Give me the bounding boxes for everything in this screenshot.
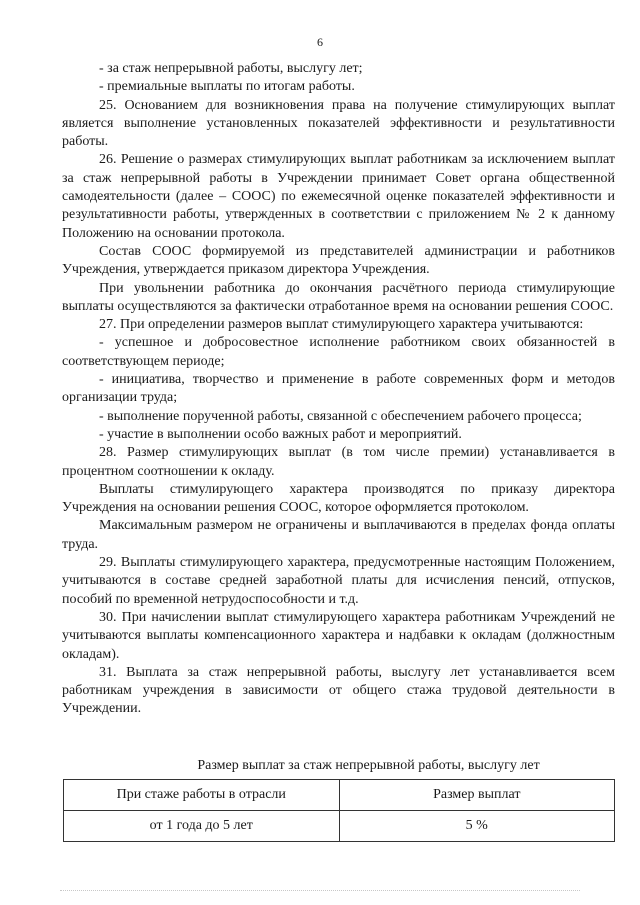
table-header-cell: Размер выплат: [339, 780, 615, 811]
paragraph: Максимальным размером не ограничены и выплачиваются в пределах фонда оплаты труда.: [62, 518, 615, 552]
scan-artifact-line: [60, 890, 580, 892]
paragraph: 28. Размер стимулирующих выплат (в том числе премии) устанавливается в процентном соотношении к окладу.: [62, 445, 615, 479]
paragraph: - участие в выполнении особо важных работ и мероприятий.: [99, 426, 462, 442]
paragraph: - успешное и добросовестное исполнение работником своих обязанностей в соответствующем периоде;: [62, 335, 615, 369]
paragraph: - инициатива, творчество и применение в работе современных форм и методов организации труда;: [62, 372, 615, 406]
table-header-cell: При стаже работы в отрасли: [64, 780, 340, 811]
table-cell: 5 %: [339, 811, 615, 842]
paragraph: 29. Выплаты стимулирующего характера, предусмотренные настоящим Положением, учитываются в составе средней заработной платы для исчисления пенсий, отпусков, пособий по временной нетрудоспособности и т.д.: [62, 555, 615, 607]
paragraph: - за стаж непрерывной работы, выслугу лет;: [99, 61, 363, 76]
paragraph: - выполнение порученной работы, связанной с обеспечением рабочего процесса;: [99, 408, 582, 424]
table-header-row: [64, 780, 615, 811]
paragraph: 27. При определении размеров выплат стимулирующего характера учитываются:: [99, 317, 584, 333]
table-row: [64, 811, 615, 842]
paragraph: Состав СООС формируемой из представителей администрации и работников Учреждения, утверждается приказом директора Учреждения.: [62, 243, 615, 278]
paragraph: 30. При начислении выплат стимулирующего характера работникам Учреждений не учитываются выплаты компенсационного характера и надбавки к окладам (должностным окладам).: [62, 609, 615, 662]
page-number: 6: [317, 35, 323, 49]
seniority-pay-table: [63, 779, 615, 842]
paragraph: 25. Основанием для возникновения права на получение стимулирующих выплат является выполнение установленных показателей эффективности и результативности работы.: [62, 97, 615, 150]
table-caption: Размер выплат за стаж непрерывной работы, выслугу лет: [197, 758, 540, 773]
paragraph: Выплаты стимулирующего характера производятся по приказу директора Учреждения на основании решения СООС, которое оформляется протоколом.: [62, 481, 615, 516]
document-body: [62, 60, 615, 719]
paragraph: При увольнении работника до окончания расчётного периода стимулирующие выплаты осуществляются за фактически отработанное время на основании решения СООС.: [62, 280, 615, 314]
paragraph: - премиальные выплаты по итогам работы.: [99, 79, 355, 95]
table-cell: от 1 года до 5 лет: [64, 811, 340, 842]
paragraph: 26. Решение о размерах стимулирующих выплат работникам за исключением выплат за стаж непрерывной работы в Учреждении принимает Совет органа общественной самодеятельности (далее – СООС) по ежемесячной оценке показателей эффективности и результативности работы, утвержденных в соответствии с приложением № 2 к данному Положению на основании протокола.: [62, 152, 615, 241]
paragraph: 31. Выплата за стаж непрерывной работы, выслугу лет устанавливается всем работникам учреждения в зависимости от общего стажа трудовой деятельности в Учреждении.: [62, 664, 615, 717]
